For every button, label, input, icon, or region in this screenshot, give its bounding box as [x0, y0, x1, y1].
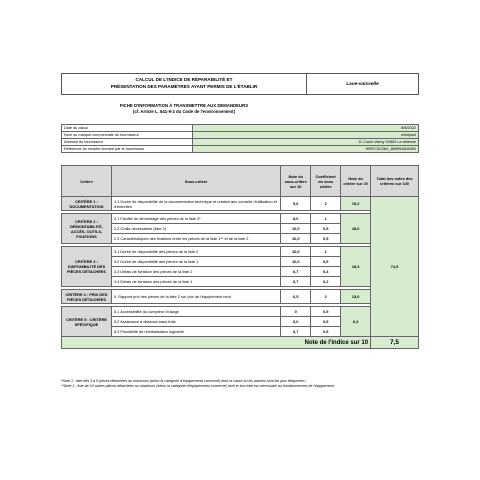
col-note-critere: Note du critère sur 20	[341, 166, 371, 197]
criterion-name: CRITÈRE 3 : DISPONIBILITÉ DES PIÈCES DÉTACHÉES	[62, 247, 112, 287]
subcriterion-coef: 1	[311, 214, 341, 224]
col-coef: Coefficient du sous critère	[311, 166, 341, 197]
product-category: Lave-vaisselle	[307, 73, 419, 95]
criterion-score: 19,2	[341, 197, 371, 211]
info-value: 11 Cours Valmy 92800 La defense	[193, 139, 419, 146]
criterion-name: CRITÈRE 5 : CRITÈRE SPÉCIFIQUE	[62, 307, 112, 337]
subcriterion-note: 6,7	[281, 277, 311, 287]
subcriterion-note: 6,0	[281, 317, 311, 327]
table-header	[62, 166, 419, 197]
criterion-score: 18,3	[341, 247, 371, 287]
subcriterion-note: 10,0	[281, 257, 311, 267]
subcriterion-note: 6,5	[281, 290, 311, 304]
info-value: 8/8/2022	[193, 125, 419, 132]
info-value: whirlpool	[193, 132, 419, 139]
subcriterion-note: 10,0	[281, 247, 311, 257]
subcriterion-note: 6,7	[281, 267, 311, 277]
table-row	[62, 197, 419, 211]
info-label: Date du calcul	[62, 125, 193, 132]
info-label: Nom ou marque commerciale du fournisseur	[62, 132, 193, 139]
subcriterion-note: 10,0	[281, 224, 311, 234]
footnote-1: *Note 1 : liste des 3 à 5 pièces détachées au maximum (selon la catégorie d'équipements concerné) dont la casse ou les pannes sont les plus fréquentes ;	[61, 379, 307, 383]
fiche-line-2: (cf. Article L. 541-9-2 du Code de l'environnement)	[132, 109, 236, 114]
subcriterion-note: 9,6	[281, 197, 311, 211]
fiche-line-1: FICHE D'INFORMATION À TRANSMETTRE AUX DEMANDEURS	[119, 103, 249, 108]
subcriterion-note: 10,0	[281, 234, 311, 244]
info-value: WRFC3C26X_869991605950	[193, 146, 419, 153]
table-row	[62, 214, 419, 224]
subcriterion-label: 3.3 Délais de livraison des pièces de la liste 2	[111, 267, 280, 277]
subcriterion-coef: 1	[311, 247, 341, 257]
subcriterion-note: 0	[281, 307, 311, 317]
table-row	[62, 290, 419, 304]
info-label: Adresse du fournisseur	[62, 139, 193, 146]
subcriterion-note: 6,7	[281, 327, 311, 337]
document-title	[61, 73, 307, 95]
subcriterion-coef: 0,5	[311, 327, 341, 337]
criterion-name: CRITÈRE 2 : DÉMONTABILITÉ, ACCÈS, OUTILS, FIXATIONS	[62, 214, 112, 244]
subcriterion-label: 1.1 Durée de disponibilité de la documentation technique et relative aux conseils d'utilisation et d'entretien	[111, 197, 280, 211]
subcriterion-label: 2.3 Caractéristiques des fixations entre les pièces de la liste 1** et de la liste 2	[111, 234, 280, 244]
subcriterion-coef: 0,5	[311, 317, 341, 327]
subcriterion-label: 2.2 Outils nécessaires (liste 2)	[111, 224, 280, 234]
info-label: Référence du modèle donnée par le fournisseur	[62, 146, 193, 153]
final-score-label: Note de l'indice sur 10	[62, 337, 371, 349]
info-row	[62, 125, 419, 132]
col-critere: Critère	[62, 166, 112, 197]
subcriterion-label: 2.1 Facilité de démontage des pièces de la liste 2*	[111, 214, 280, 224]
fiche-heading	[61, 103, 307, 115]
subcriterion-coef: 2	[311, 290, 341, 304]
subcriterion-coef: 0,3	[311, 267, 341, 277]
subcriterion-coef: 2	[311, 197, 341, 211]
subcriterion-label: 3.2 Durée de disponibilité des pièces de la liste 1	[111, 257, 280, 267]
title-line-1: CALCUL DE L'INDICE DE RÉPARABILITÉ ET	[135, 77, 233, 82]
supplier-info-table	[61, 124, 419, 153]
subcriterion-coef: 0,5	[311, 307, 341, 317]
criterion-name: CRITÈRE 4 : PRIX DES PIÈCES DÉTACHÉES	[62, 290, 112, 304]
subcriterion-coef: 0,2	[311, 277, 341, 287]
subcriterion-label: 3.4 Délais de livraison des pièces de la liste 1	[111, 277, 280, 287]
subcriterion-coef: 0,5	[311, 257, 341, 267]
table-row	[62, 307, 419, 317]
subcriterion-note: 8,0	[281, 214, 311, 224]
subcriterion-label: 3.1 Durée de disponibilité des pièces de la liste 2	[111, 247, 280, 257]
subcriterion-label: 5.3 Possibilité de réinitialisation logicielle	[111, 327, 280, 337]
col-total: Total des notes des critères sur 100	[371, 166, 419, 197]
criterion-name: CRITÈRE 1 : DOCUMENTATION	[62, 197, 112, 211]
table-row	[62, 247, 419, 257]
col-note-sous: Note du sous-critère sur 10	[281, 166, 311, 197]
final-score-value: 7,5	[371, 337, 419, 349]
info-row	[62, 139, 419, 146]
info-row	[62, 132, 419, 139]
subcriterion-coef: 0,5	[311, 234, 341, 244]
criterion-score: 18,0	[341, 214, 371, 244]
info-row	[62, 146, 419, 153]
total-score: 74,9	[371, 197, 419, 337]
repairability-table	[61, 165, 419, 349]
final-score-row	[62, 337, 419, 349]
criterion-score: 13,0	[341, 290, 371, 304]
subcriterion-label: 5.1 Accessibilité du compteur d'usage	[111, 307, 280, 317]
col-sous-critere: Sous-critère	[111, 166, 280, 197]
subcriterion-label: 4. Rapport prix des pièces de la liste 2 sur prix de l'équipement neuf	[111, 290, 280, 304]
footnotes	[61, 379, 419, 389]
footnote-2: **Note 1 : liste de 10 autres pièces détachées au maximum (selon la catégorie d'équipements concerné) dont le bon état est nécessaire au fonctionnement de l'équipement.	[61, 384, 335, 388]
title-line-2: PRÉSENTATION DES PARAMÈTRES AYANT PERMIS DE L'ÉTABLIR	[110, 83, 258, 89]
subcriterion-label: 5.2 Assistance à distance sans frais	[111, 317, 280, 327]
criterion-score: 6,3	[341, 307, 371, 337]
subcriterion-coef: 0,5	[311, 224, 341, 234]
